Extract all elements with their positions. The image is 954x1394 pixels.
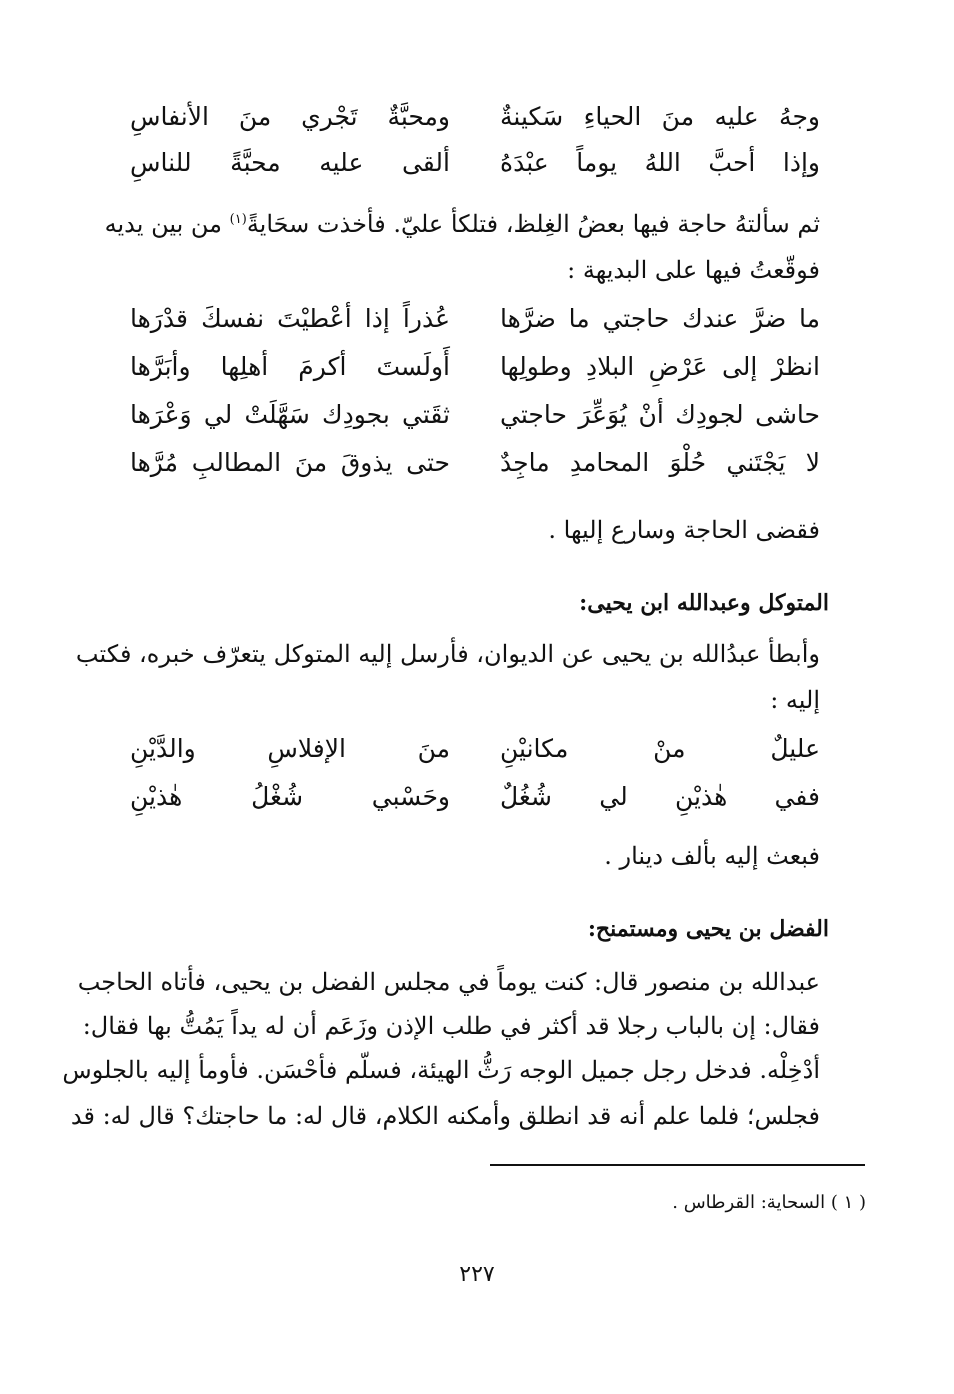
paragraph-text: ثم سألتهُ حاجة فيها بعضُ الغِلظ، فتلكأ عليّ. فأخذت سحَايةً — [246, 210, 820, 238]
paragraph-line: فقال: إن بالباب رجلا قد أكثر في طلب الإذن وزَعَم أن له يداً يَمُتُّ بها فقال: — [82, 1012, 820, 1040]
verse-first-hemistich: لا يَجْتَني حُلْوَ المحامدِ ماجِدٌ — [500, 448, 820, 477]
verse-first-hemistich: ما ضرَّ عندك حاجتي ما ضرَّها — [500, 304, 820, 333]
verse-second-hemistich: ثقَتي بجودِك سَهَّلَتْ لي وَعْرَها — [130, 400, 450, 429]
verse-second-hemistich: أَولَستَ أكرمَ أهلِها وأبَرَّها — [130, 352, 450, 381]
verse-line — [130, 782, 820, 822]
verse-line — [130, 304, 820, 344]
page-number: ٢٢٧ — [459, 1262, 495, 1287]
paragraph-line: فجلس؛ فلما علم أنه قد انطلق وأمكنه الكلام، قال له: ما حاجتك؟ قال له: قد — [70, 1102, 820, 1130]
paragraph-text-tail: من بين يديه — [104, 210, 223, 238]
verse-line — [130, 734, 820, 774]
verse-first-hemistich: وجهُ عليه منَ الحياءِ سَكينةٌ — [500, 102, 820, 131]
footnote: ( ١ ) السحاية: القرطاس . — [672, 1192, 866, 1213]
paragraph-line: وأبطأ عبدُالله بن يحيى عن الديوان، فأرسل إليه المتوكل يتعرّف خبره، فكتب — [75, 640, 820, 668]
verse-first-hemistich: ففي هٰذيْنِ لي شُغُلٌ — [500, 782, 820, 811]
verse-first-hemistich: حاشى لجودِك أنْ يُوَعِّرَ حاجتي — [500, 400, 820, 429]
paragraph-line: أدْخِلْه. فدخل رجل جميل الوجه رَثُّ الهيئة، فسلّم فأحْسَن. فأومأ إليه بالجلوس — [62, 1056, 820, 1084]
verse-first-hemistich: وإذا أحبَّ اللهُ يوماً عبْدَهُ — [500, 148, 820, 177]
verse-second-hemistich: ألقى عليه محبَّةً للناسِ — [130, 148, 450, 177]
paragraph-line: فبعث إليه بألف دينار . — [604, 842, 820, 870]
paragraph-line: عبدالله بن منصور قال: كنت يوماً في مجلس الفضل بن يحيى، فأتاه الحاجب — [77, 968, 820, 996]
verse-first-hemistich: انظرْ إلى عَرْضِ البلادِ وطولِها — [500, 352, 820, 381]
verse-second-hemistich: وحَسْبي شُغْلُ هٰذيْنِ — [130, 782, 450, 811]
verse-line — [130, 448, 820, 488]
paragraph-line: فقضى الحاجة وسارع إليها . — [548, 516, 820, 544]
paragraph-line — [105, 210, 820, 238]
footnote-divider — [490, 1164, 865, 1166]
verse-line — [130, 148, 820, 188]
verse-line — [130, 352, 820, 392]
verse-second-hemistich: حتى يذوقَ منَ المطالبِ مُرَّها — [130, 448, 450, 477]
verse-first-hemistich: عليلٌ منْ مكانيْنِ — [500, 734, 820, 763]
paragraph-line: فوقّعتُ فيها على البديهة : — [567, 256, 820, 284]
verse-line — [130, 102, 820, 142]
verse-second-hemistich: ومحبَّةٌ تَجْري منَ الأنفاسِ — [130, 102, 450, 131]
verse-line — [130, 400, 820, 440]
footnote-reference: (١) — [229, 212, 247, 227]
verse-second-hemistich: منَ الإفلاسِ والدَّيْنِ — [130, 734, 450, 763]
section-heading: المتوكل وعبدالله ابن يحيى: — [579, 590, 829, 616]
section-heading: الفضل بن يحيى ومستمنح: — [587, 916, 829, 942]
verse-second-hemistich: عُذراً إذا أعْطيْتَ نفسكَ قدْرَها — [130, 304, 450, 333]
paragraph-line: إليه : — [770, 686, 820, 714]
